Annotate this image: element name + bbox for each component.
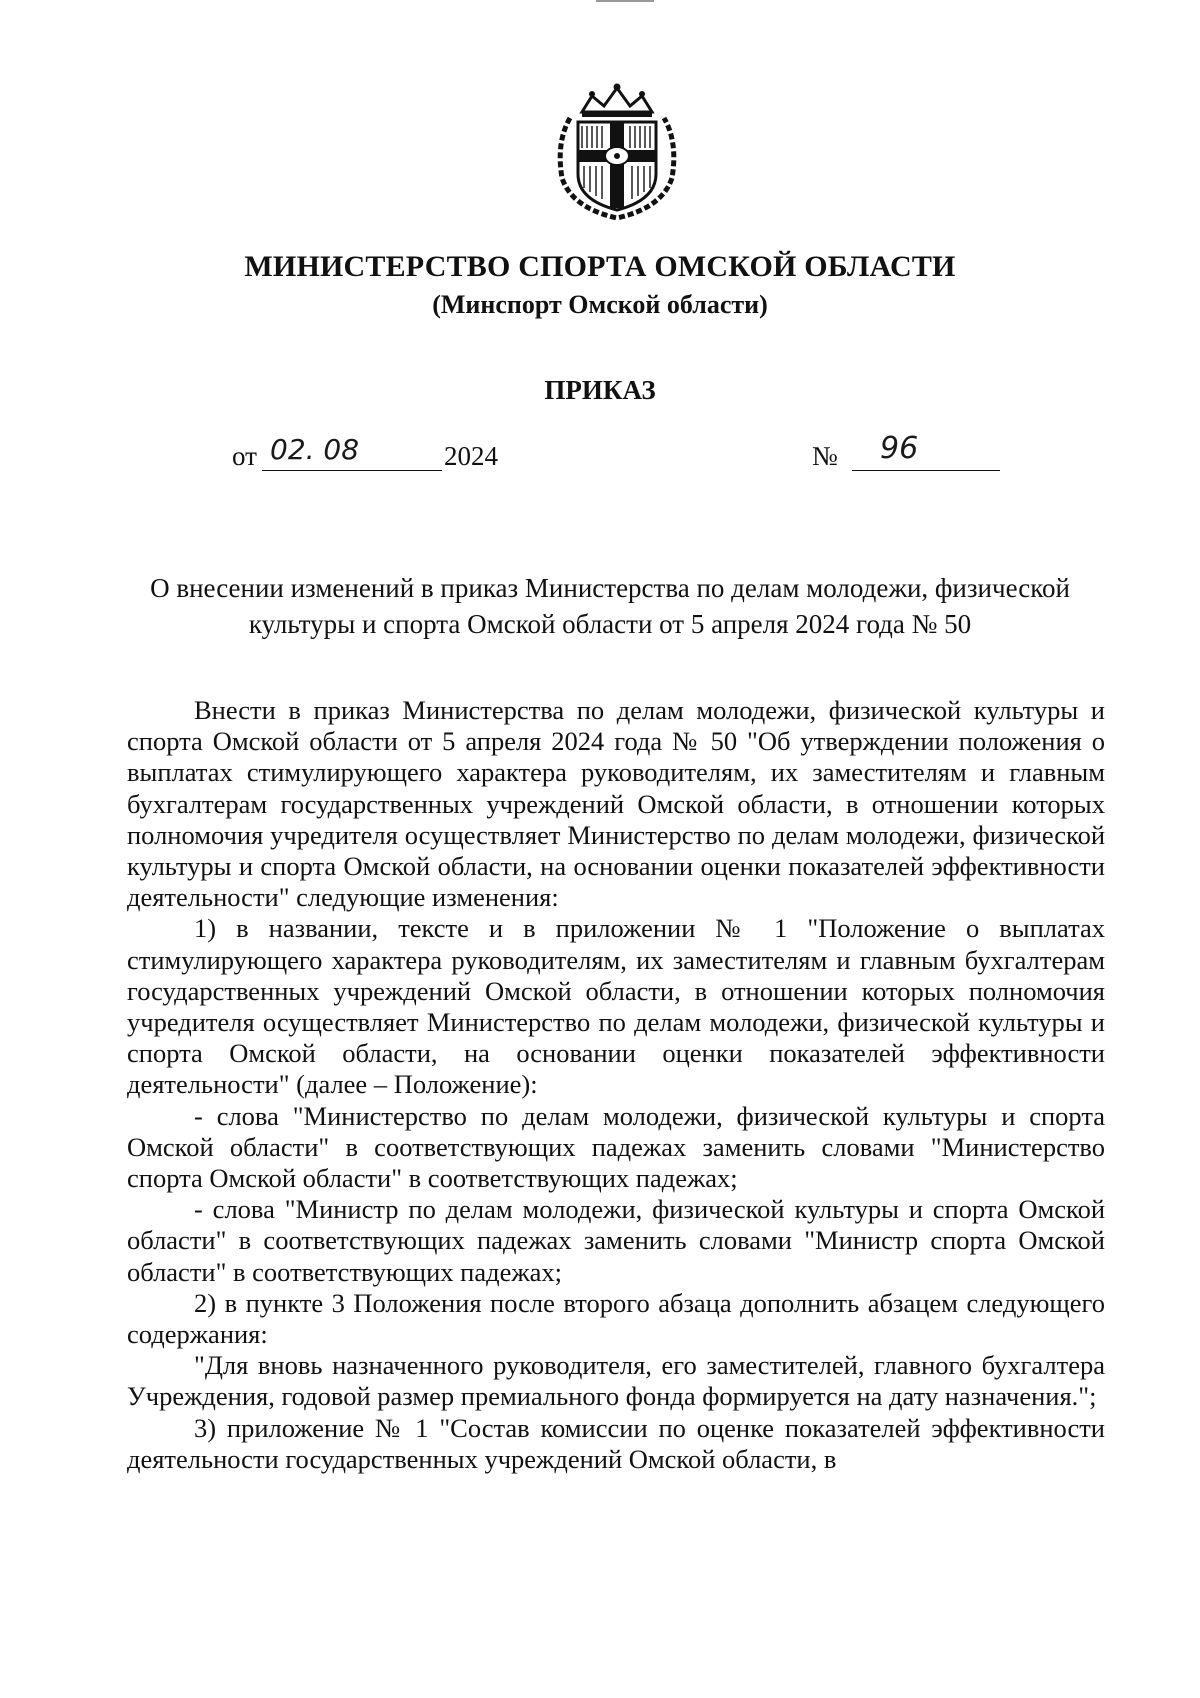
paragraph: - слова "Министр по делам молодежи, физической культуры и спорта Омской области" в соответствующих падежах заменить словами "Министр спорта Омской области" в соответствующих падежах; <box>127 1194 1105 1287</box>
paragraph: 3) приложение № 1 "Состав комиссии по оценке показателей эффективности деятельности государственных учреждений Омской области, в <box>127 1412 1105 1474</box>
paragraph: - слова "Министерство по делам молодежи, физической культуры и спорта Омской области" в соответствующих падежах заменить словами "Министерство спорта Омской области" в соответствующих падежах; <box>127 1100 1105 1194</box>
number-handwritten: 96 <box>880 431 919 466</box>
scan-artifact <box>596 0 654 2</box>
number-prefix: № <box>812 441 838 471</box>
document-subject: О внесении изменений в приказ Министерства по делам молодежи, физической культуры и спорта Омской области от 5 апреля 2024 года № 50 <box>150 573 1070 639</box>
document-type: ПРИКАЗ <box>544 375 656 405</box>
date-handwritten: 02. 08 <box>270 433 360 466</box>
organization-name: МИНИСТЕРСТВО СПОРТА ОМСКОЙ ОБЛАСТИ <box>244 250 956 283</box>
document-date <box>232 433 532 477</box>
paragraph: 1) в названии, тексте и в приложении № 1 "Положение о выплатах стимулирующего характера руководителям, их заместителям и главным бухгалтерам государственных учреждений Омской области, в отношении которых полномочия учредителя осуществляет Министерство по делам молодежи, физической культуры и спорта Омской области, на основании оценки показателей эффективности деятельности" (далее – Положение): <box>127 913 1105 1100</box>
date-prefix: от <box>232 441 257 471</box>
coat-of-arms-icon <box>552 82 682 220</box>
paragraph: Внести в приказ Министерства по делам молодежи, физической культуры и спорта Омской области от 5 апреля 2024 года № 50 "Об утверждении положения о выплатах стимулирующего характера руководителям, их заместителям и главным бухгалтерам государственных учреждений Омской области, в отношении которых полномочия учредителя осуществляет Министерство по делам молодежи, физической культуры и спорта Омской области, на основании оценки показателей эффективности деятельности" следующие изменения: <box>127 695 1105 913</box>
document-number <box>812 431 1012 477</box>
paragraph: 2) в пункте 3 Положения после второго абзаца дополнить абзацем следующего содержания: <box>127 1287 1105 1350</box>
document-body <box>127 695 1105 1475</box>
paragraph: "Для вновь назначенного руководителя, его заместителей, главного бухгалтера Учреждения, годовой размер премиального фонда формируется на дату назначения."; <box>127 1350 1105 1412</box>
number-underline <box>852 470 1000 471</box>
organization-short-name: (Минспорт Омской области) <box>432 290 768 319</box>
date-underline <box>262 470 442 471</box>
date-year: 2024 <box>444 441 498 471</box>
